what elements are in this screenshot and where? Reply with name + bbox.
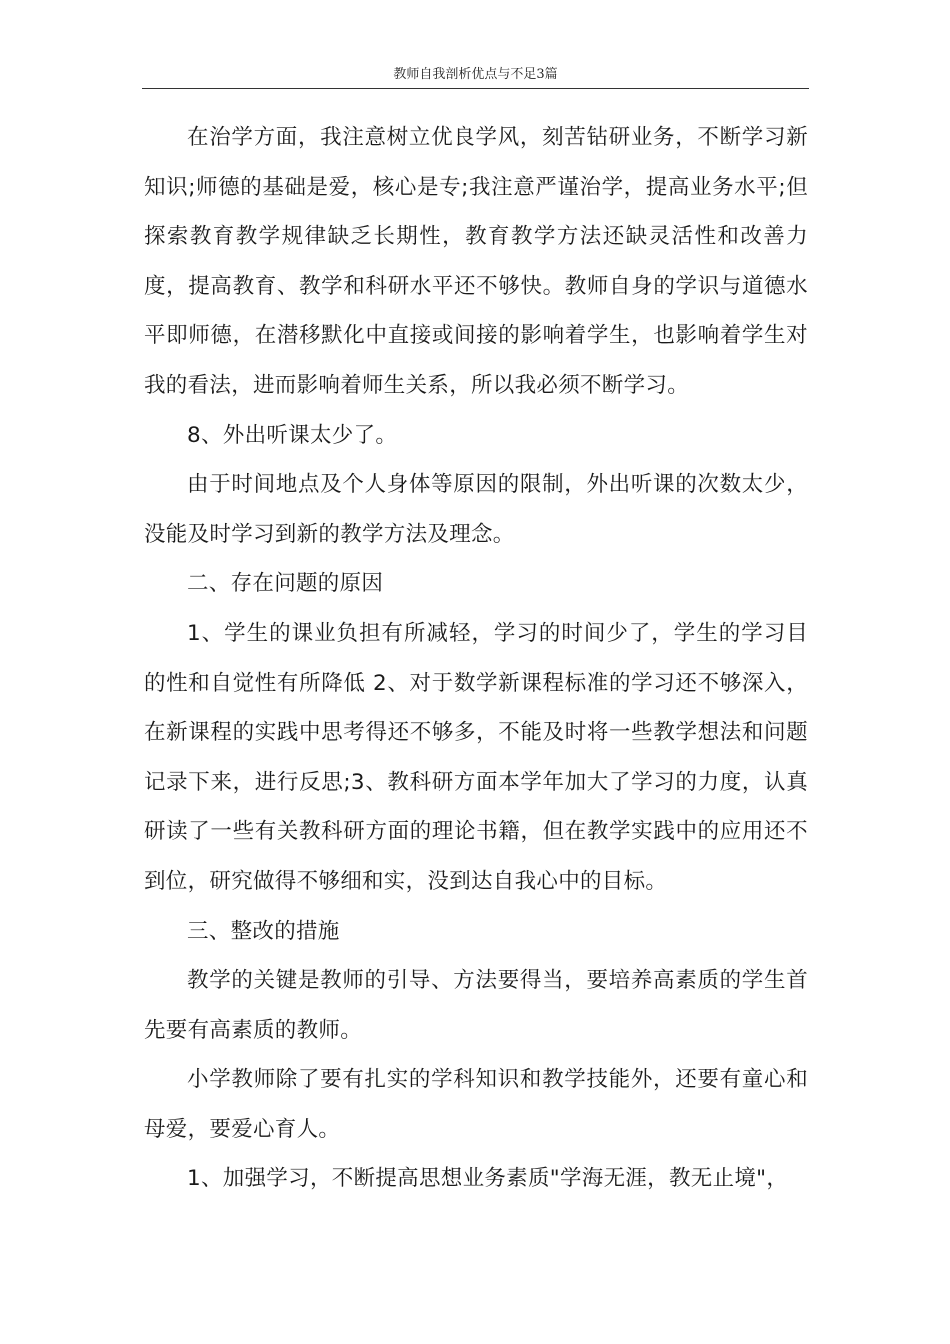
paragraph-measure-1: 1、加强学习，不断提高思想业务素质"学海无涯，教无止境"， bbox=[187, 1166, 789, 1192]
paragraph-item-8: 8、外出听课太少了。 bbox=[187, 422, 398, 448]
section-heading-causes: 二、存在问题的原因 bbox=[187, 571, 384, 597]
paragraph-study-ethics: 在治学方面，我注意树立优良学风，刻苦钻研业务，不断学习新知识;师德的基础是爱，核心是专;我注意严谨治学，提高业务水平;但探索教育教学规律缺乏长期性，教育教学方法还缺灵活性和改善力度，提高教育、教学和科研水平还不够快。教师自身的学识与道德水平即师德，在潜移默化中直接或间接的影响着学生，也影响着学生对我的看法，进而影响着师生关系，所以我必须不断学习。 bbox=[144, 125, 808, 398]
paragraph-teaching-key: 教学的关键是教师的引导、方法要得当，要培养高素质的学生首先要有高素质的教师。 bbox=[144, 968, 808, 1043]
paragraph-lecture-reason: 由于时间地点及个人身体等原因的限制，外出听课的次数太少，没能及时学习到新的教学方法及理念。 bbox=[144, 472, 808, 547]
page-header-title: 教师自我剖析优点与不足3篇 bbox=[142, 66, 809, 89]
document-body bbox=[144, 113, 808, 1204]
paragraph-causes-list: 1、学生的课业负担有所减轻，学习的时间少了，学生的学习目的性和自觉性有所降低 2、对于数学新课程标准的学习还不够深入，在新课程的实践中思考得还不够多，不能及时将一些教学想法和问题记录下来，进行反思;3、教科研方面本学年加大了学习的力度，认真研读了一些有关教科研方面的理论书籍，但在教学实践中的应用还不到位，研究做得不够细和实，没到达自我心中的目标。 bbox=[144, 620, 808, 894]
paragraph-teacher-qualities: 小学教师除了要有扎实的学科知识和教学技能外，还要有童心和母爱，要爱心育人。 bbox=[144, 1067, 808, 1142]
section-heading-measures: 三、整改的措施 bbox=[187, 918, 340, 944]
